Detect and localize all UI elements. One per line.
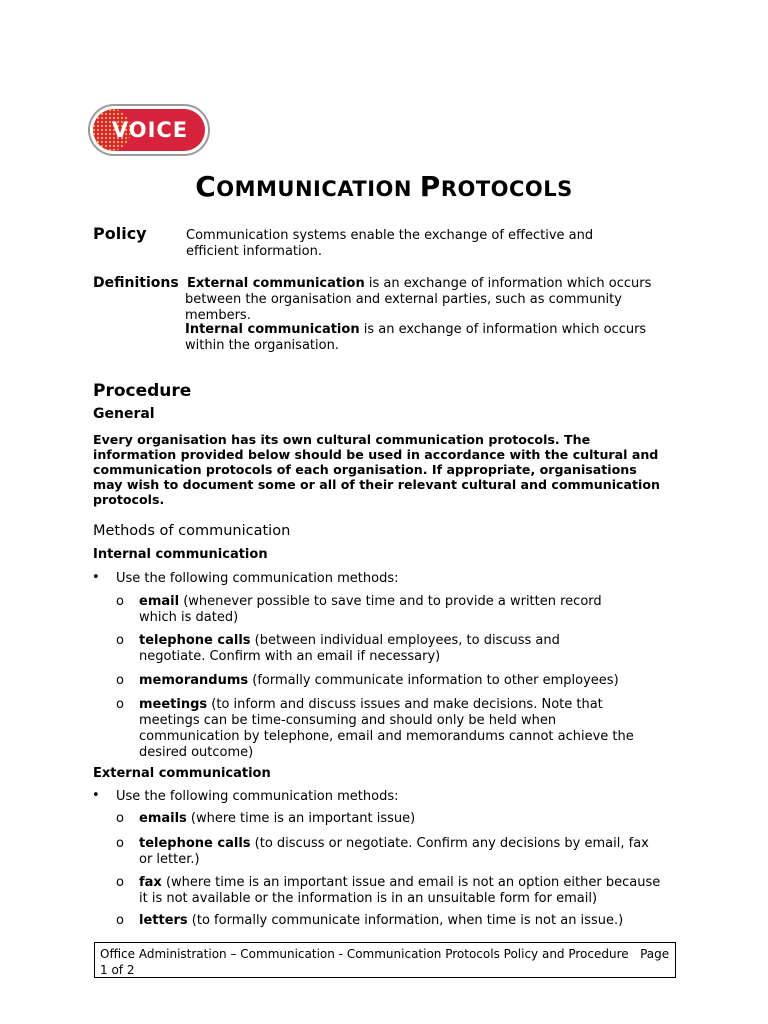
methods-heading: Methods of communication <box>93 523 291 539</box>
definition-external <box>185 276 675 324</box>
footer-document-path: Office Administration – Communication - Communication Protocols Policy and Procedure <box>100 947 629 961</box>
list-item-text: (between individual employees, to discuss and negotiate. Confirm with an email if necessary) <box>139 633 560 664</box>
definition-internal-term: Internal communication <box>185 322 360 337</box>
list-item-term: emails <box>139 811 187 826</box>
footer-page-number: Page 1 of 2 <box>100 947 670 977</box>
list-item-term: telephone calls <box>139 836 251 851</box>
sub-bullet-icon: o <box>116 673 124 688</box>
list-item-text: (formally communicate information to other employees) <box>248 673 619 688</box>
procedure-heading: Procedure <box>93 381 192 401</box>
policy-label: Policy <box>93 224 147 243</box>
sub-bullet-icon: o <box>116 633 124 648</box>
title-rest-1: OMMUNICATION <box>216 177 412 201</box>
list-item-term: meetings <box>139 697 208 712</box>
sub-bullet-icon: o <box>116 836 124 851</box>
sub-bullet-icon: o <box>116 875 124 890</box>
list-item <box>139 673 659 689</box>
list-item <box>139 811 659 827</box>
list-item <box>139 594 639 626</box>
general-heading: General <box>93 406 155 422</box>
list-item-term: memorandums <box>139 673 249 688</box>
list-item-text: (where time is an important issue and email is not an option either because it is not available or the information is in an unsuitable form for email) <box>139 875 661 906</box>
title-initial-p: P <box>419 170 441 203</box>
footer-text <box>100 946 675 978</box>
definitions-label: Definitions <box>93 275 179 291</box>
bullet-icon: • <box>92 570 100 585</box>
list-item <box>139 633 619 665</box>
title-initial-c: C <box>195 170 217 203</box>
list-item-term: letters <box>139 913 188 928</box>
list-item-text: (to discuss or negotiate. Confirm any decisions by email, fax or letter.) <box>139 836 649 867</box>
definition-internal <box>185 322 675 354</box>
sub-bullet-icon: o <box>116 913 124 928</box>
list-item-term: fax <box>139 875 162 890</box>
list-item-text: (whenever possible to save time and to provide a written record which is dated) <box>139 594 602 625</box>
list-item <box>139 913 659 929</box>
list-item-text: (to formally communicate information, when time is not an issue.) <box>187 913 624 928</box>
sub-bullet-icon: o <box>116 697 124 712</box>
list-item <box>139 875 664 907</box>
voice-logo-graphic <box>88 104 210 156</box>
internal-communication-heading: Internal communication <box>93 547 268 562</box>
title-rest-2: ROTOCOLS <box>440 177 573 201</box>
definition-internal-text: is an exchange of information which occurs within the organisation. <box>185 322 647 353</box>
external-intro: Use the following communication methods: <box>116 789 399 804</box>
internal-intro: Use the following communication methods: <box>116 571 399 586</box>
voice-logo-text: VOICE <box>111 118 189 142</box>
page-footer <box>94 942 676 978</box>
definition-external-text: is an exchange of information which occurs between the organisation and external parties, such as community members. <box>185 276 652 323</box>
sub-bullet-icon: o <box>116 594 124 609</box>
list-item-term: email <box>139 594 180 609</box>
bullet-icon: • <box>92 788 100 803</box>
definition-external-term: External communication <box>187 276 365 291</box>
voice-logo <box>88 104 210 156</box>
sub-bullet-icon: o <box>116 811 124 826</box>
list-item-text: (where time is an important issue) <box>186 811 416 826</box>
list-item <box>139 836 649 868</box>
page-title <box>0 170 768 203</box>
external-communication-heading: External communication <box>93 766 271 781</box>
list-item-term: telephone calls <box>139 633 251 648</box>
policy-text: Communication systems enable the exchange of effective and efficient information. <box>186 228 594 259</box>
list-item-text: (to inform and discuss issues and make decisions. Note that meetings can be time-consuming and should only be held when communication by telephone, email and memorandums cannot achieve the desired outcome) <box>139 697 634 760</box>
general-paragraph: Every organisation has its own cultural communication protocols. The information provided below should be used in accordance with the cultural and communication protocols of each organisation. If appropriate, organisations may wish to document some or all of their relevant cultural and communication protocols. <box>93 432 660 507</box>
list-item <box>139 697 644 761</box>
